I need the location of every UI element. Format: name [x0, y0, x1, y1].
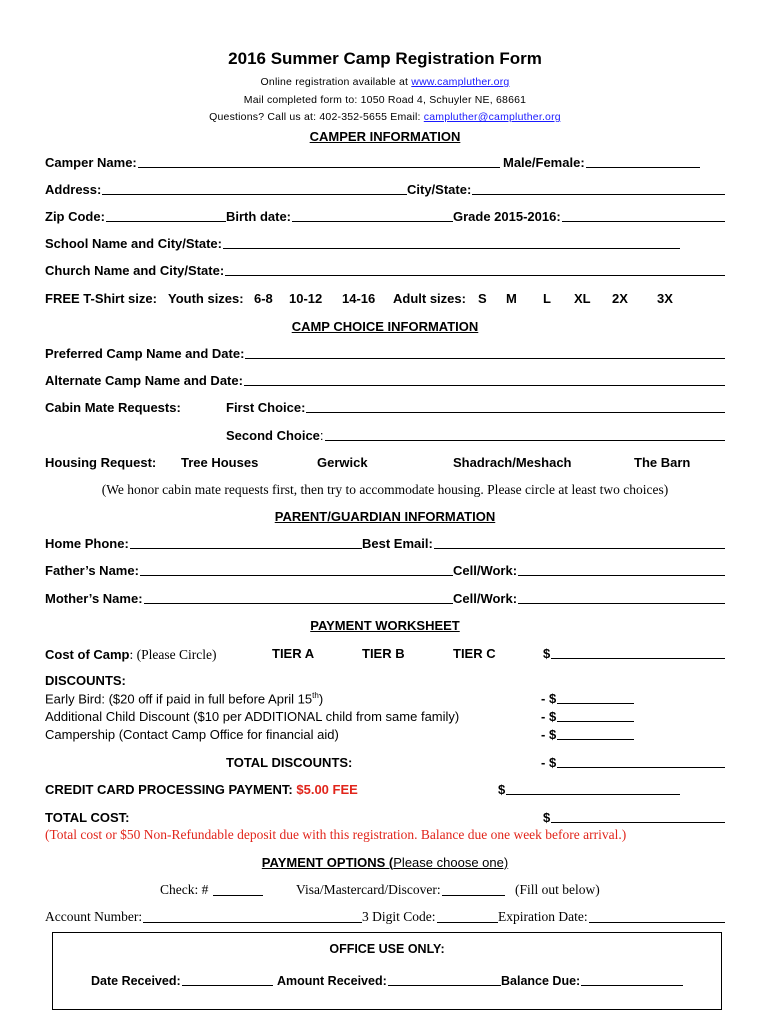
father-name-row: [45, 563, 453, 578]
dollar-sign: $: [543, 810, 551, 825]
check-label: Check: #: [160, 882, 209, 897]
adult-size-option[interactable]: L: [543, 291, 551, 306]
balance-due-row: [501, 974, 683, 988]
date-received-label: Date Received:: [91, 974, 181, 988]
office-use-box: [52, 932, 722, 1010]
total-discounts-row: [541, 755, 725, 770]
first-choice-label: First Choice:: [226, 400, 306, 415]
second-choice-colon: :: [319, 428, 324, 443]
grade-row: [453, 209, 725, 224]
youth-sizes-label: Youth sizes:: [168, 291, 244, 306]
total-cost-row: [543, 810, 725, 825]
amount-received-label: Amount Received:: [277, 974, 387, 988]
home-phone-field[interactable]: [130, 548, 362, 549]
camper-name-field[interactable]: [138, 167, 500, 168]
cost-of-camp-label: Cost of Camp: [45, 647, 130, 662]
total-cost-field[interactable]: [551, 822, 725, 823]
adult-size-option[interactable]: S: [478, 291, 487, 306]
online-registration-line: [0, 76, 770, 88]
questions-prefix: Questions? Call us at: 402-352-5655 Email:: [209, 111, 424, 123]
parent-info-heading: PARENT/GUARDIAN INFORMATION: [274, 509, 496, 524]
birth-date-label: Birth date:: [226, 209, 291, 224]
preferred-camp-label: Preferred Camp Name and Date:: [45, 346, 245, 361]
housing-label: Housing Request:: [45, 455, 157, 470]
early-bird-sup: th: [312, 691, 319, 700]
address-label: Address:: [45, 182, 102, 197]
email-link[interactable]: campluther@campluther.org: [423, 111, 561, 123]
payment-worksheet-heading: PAYMENT WORKSHEET: [310, 618, 460, 633]
camp-choice-heading: CAMP CHOICE INFORMATION: [291, 319, 479, 334]
fill-out-below-note: (Fill out below): [515, 882, 600, 897]
online-prefix: Online registration available at: [260, 76, 412, 88]
school-field[interactable]: [223, 248, 680, 249]
tier-option[interactable]: TIER C: [453, 646, 496, 661]
payment-options-heading-bold: PAYMENT OPTIONS (: [261, 855, 394, 870]
website-link[interactable]: www.campluther.org: [411, 76, 510, 88]
cabin-mate-label: Cabin Mate Requests:: [45, 400, 181, 415]
school-label: School Name and City/State:: [45, 236, 222, 251]
total-cost-note: (Total cost or $50 Non-Refundable deposit due with this registration. Balance due one week before arrival.): [45, 827, 627, 842]
youth-size-option[interactable]: 10-12: [289, 291, 323, 306]
second-choice-field[interactable]: [325, 440, 725, 441]
additional-child-text: Additional Child Discount ($10 per ADDITIONAL child from same family): [45, 709, 460, 724]
housing-option[interactable]: The Barn: [634, 455, 691, 470]
credit-card-row: [45, 782, 358, 797]
adult-size-option[interactable]: 3X: [657, 291, 673, 306]
credit-card-label: CREDIT CARD PROCESSING PAYMENT:: [45, 782, 293, 797]
church-field[interactable]: [225, 275, 725, 276]
city-state-field[interactable]: [472, 194, 725, 195]
early-bird-amount-row: [541, 691, 634, 706]
card-type-field[interactable]: [442, 895, 505, 896]
home-phone-label: Home Phone:: [45, 536, 129, 551]
total-cost-label: TOTAL COST:: [45, 810, 130, 825]
adult-size-option[interactable]: XL: [574, 291, 591, 306]
zip-label: Zip Code:: [45, 209, 105, 224]
city-state-row: [407, 182, 725, 197]
mother-name-row: [45, 591, 453, 606]
tshirt-label: FREE T-Shirt size:: [45, 291, 157, 306]
total-discounts-label: TOTAL DISCOUNTS:: [226, 755, 353, 770]
first-choice-field[interactable]: [306, 412, 725, 413]
father-cell-label: Cell/Work:: [453, 563, 518, 578]
questions-line: [0, 111, 770, 123]
minus-dollar: - $: [541, 691, 557, 706]
best-email-label: Best Email:: [362, 536, 433, 551]
office-use-heading: OFFICE USE ONLY:: [329, 942, 445, 956]
cost-of-camp-row: [45, 646, 216, 664]
check-row: [160, 882, 263, 898]
youth-size-option[interactable]: 6-8: [254, 291, 273, 306]
campership-amount-row: [541, 727, 634, 742]
early-bird-amount-field[interactable]: [557, 703, 634, 704]
grade-label: Grade 2015-2016:: [453, 209, 561, 224]
mother-cell-field[interactable]: [518, 603, 725, 604]
balance-due-label: Balance Due:: [501, 974, 581, 988]
additional-child-amount-field[interactable]: [557, 721, 634, 722]
card-type-label: Visa/Mastercard/Discover:: [296, 882, 441, 897]
alternate-camp-label: Alternate Camp Name and Date:: [45, 373, 243, 388]
credit-card-fee: $5.00 FEE: [296, 782, 358, 797]
gender-field[interactable]: [586, 167, 700, 168]
card-type-row: [296, 882, 505, 898]
digit-code-row: [362, 909, 498, 925]
zip-row: [45, 209, 226, 224]
mail-address-line: Mail completed form to: 1050 Road 4, Schuyler NE, 68661: [243, 94, 527, 106]
minus-dollar: - $: [541, 709, 557, 724]
church-row: [45, 263, 725, 278]
camper-name-label: Camper Name:: [45, 155, 137, 170]
campership-text: Campership (Contact Camp Office for financial aid): [45, 727, 339, 742]
account-number-field[interactable]: [143, 922, 362, 923]
best-email-row: [362, 536, 725, 551]
preferred-camp-row: [45, 346, 725, 361]
cost-amount-field[interactable]: [551, 658, 725, 659]
account-number-row: [45, 909, 362, 925]
address-row: [45, 182, 407, 197]
camper-info-heading: CAMPER INFORMATION: [309, 129, 461, 144]
housing-option[interactable]: Gerwick: [317, 455, 368, 470]
gender-label: Male/Female:: [503, 155, 585, 170]
amount-received-row: [277, 974, 501, 988]
dollar-sign: $: [498, 782, 506, 797]
expiration-label: Expiration Date:: [498, 909, 588, 924]
camper-name-row: [45, 155, 500, 170]
housing-option[interactable]: Tree Houses: [181, 455, 259, 470]
credit-card-amount-field[interactable]: [506, 794, 680, 795]
second-choice-label: Second Choice: [226, 428, 320, 443]
tier-option[interactable]: TIER A: [272, 646, 315, 661]
housing-note: (We honor cabin mate requests first, then try to accommodate housing. Please circle at least two choices): [101, 482, 669, 497]
dollar-sign: $: [543, 646, 551, 661]
discounts-heading: DISCOUNTS:: [45, 673, 126, 688]
tier-option[interactable]: TIER B: [362, 646, 405, 661]
amount-received-field[interactable]: [388, 985, 501, 986]
early-bird-close: ): [318, 691, 324, 707]
date-received-field[interactable]: [182, 985, 273, 986]
preferred-camp-field[interactable]: [245, 358, 725, 359]
balance-due-field[interactable]: [581, 985, 683, 986]
first-choice-row: [226, 400, 725, 415]
birth-date-field[interactable]: [292, 221, 453, 222]
birth-date-row: [226, 209, 453, 224]
church-label: Church Name and City/State:: [45, 263, 225, 278]
gender-row: [503, 155, 700, 170]
zip-field[interactable]: [106, 221, 226, 222]
minus-dollar: - $: [541, 755, 557, 770]
city-state-label: City/State:: [407, 182, 472, 197]
alternate-camp-row: [45, 373, 725, 388]
father-cell-row: [453, 563, 725, 578]
additional-child-amount-row: [541, 709, 634, 724]
mother-name-field[interactable]: [144, 603, 453, 604]
father-name-field[interactable]: [140, 575, 453, 576]
credit-card-amount-row: [498, 782, 680, 797]
youth-size-option[interactable]: 14-16: [342, 291, 376, 306]
date-received-row: [91, 974, 273, 988]
best-email-field[interactable]: [434, 548, 725, 549]
second-choice-row: [226, 428, 725, 443]
mother-cell-row: [453, 591, 725, 606]
school-row: [45, 236, 680, 251]
expiration-field[interactable]: [589, 922, 725, 923]
early-bird-label: Early Bird: ($20 off if paid in full before April 15: [45, 691, 313, 707]
grade-field[interactable]: [562, 221, 725, 222]
father-cell-field[interactable]: [518, 575, 725, 576]
housing-option[interactable]: Shadrach/Meshach: [453, 455, 572, 470]
alternate-camp-field[interactable]: [244, 385, 725, 386]
cost-amount-row: [543, 646, 725, 661]
expiration-row: [498, 909, 725, 925]
campership-amount-field[interactable]: [557, 739, 634, 740]
adult-sizes-label: Adult sizes:: [393, 291, 466, 306]
check-number-field[interactable]: [213, 895, 263, 896]
mother-cell-label: Cell/Work:: [453, 591, 518, 606]
father-name-label: Father’s Name:: [45, 563, 139, 578]
digit-code-label: 3 Digit Code:: [362, 909, 436, 924]
form-title: 2016 Summer Camp Registration Form: [228, 49, 542, 68]
payment-options-heading-rest: Please choose one): [393, 855, 509, 870]
adult-size-option[interactable]: 2X: [612, 291, 628, 306]
mother-name-label: Mother’s Name:: [45, 591, 143, 606]
minus-dollar: - $: [541, 727, 557, 742]
digit-code-field[interactable]: [437, 922, 499, 923]
cost-of-camp-note: : (Please Circle): [129, 647, 217, 662]
home-phone-row: [45, 536, 362, 551]
account-number-label: Account Number:: [45, 909, 143, 924]
total-discounts-field[interactable]: [557, 767, 725, 768]
payment-options-heading: [0, 854, 770, 872]
adult-size-option[interactable]: M: [506, 291, 517, 306]
address-field[interactable]: [102, 194, 407, 195]
early-bird-text: [45, 691, 323, 706]
